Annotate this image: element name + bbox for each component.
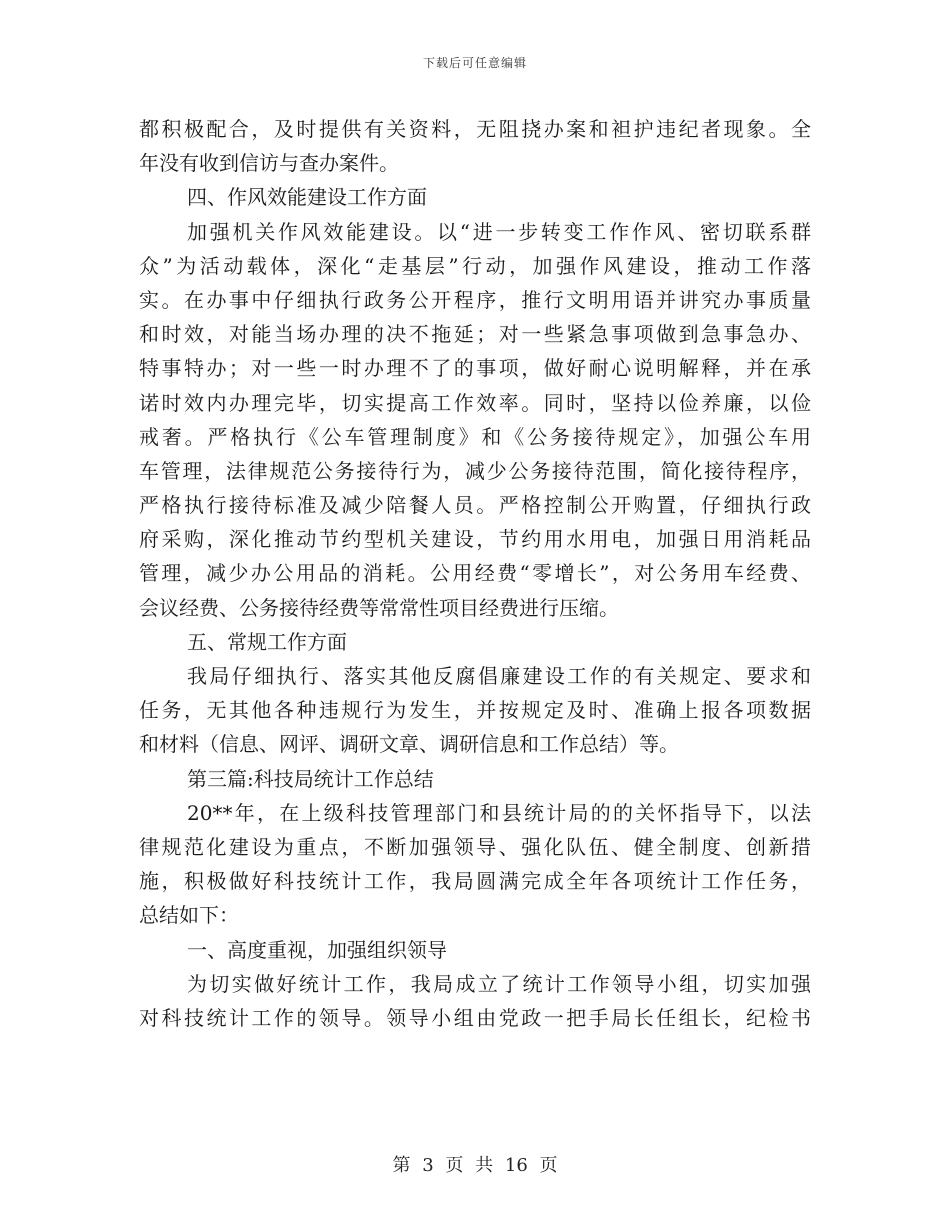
text-line: 五、常规工作方面 <box>187 629 347 654</box>
text-line: 和时效，对能当场办理的决不拖延；对一些紧急事项做到急事急办、 <box>139 322 811 347</box>
text-line: 第三篇:科技局统计工作总结 <box>187 766 434 791</box>
text-line: 管理，减少办公用品的消耗。公用经费“零增长”，对公务用车经费、 <box>139 561 811 586</box>
footer-page-unit: 页 <box>445 1155 464 1176</box>
text-line: 特事特办；对一些一时办理不了的事项，做好耐心说明解释，并在承 <box>139 356 811 381</box>
text-line: 和材料（信息、网评、调研文章、调研信息和工作总结）等。 <box>139 732 679 757</box>
text-line: 诺时效内办理完毕，切实提高工作效率。同时，坚持以俭养廉，以俭 <box>139 390 811 415</box>
text-line: 任务，无其他各种违规行为发生，并按规定及时、准确上报各项数据 <box>139 698 811 723</box>
text-line: 众”为活动载体，深化“走基层”行动，加强作风建设，推动工作落 <box>139 253 811 278</box>
text-line: 一、高度重视，加强组织领导 <box>187 937 447 962</box>
text-line: 20**年，在上级科技管理部门和县统计局的的关怀指导下，以法 <box>187 800 811 825</box>
text-line: 会议经费、公务接待经费等常常性项目经费进行压缩。 <box>139 595 619 620</box>
text-line: 实。在办事中仔细执行政务公开程序，推行文明用语并讲究办事质量 <box>139 287 811 312</box>
text-line: 施，积极做好科技统计工作，我局圆满完成全年各项统计工作任务， <box>139 869 811 894</box>
text-line: 车管理，法律规范公务接待行为，减少公务接待范围，简化接待程序， <box>139 458 811 483</box>
footer-total-label: 共 <box>475 1155 494 1176</box>
page-header-note: 下载后可任意编辑 <box>422 56 527 70</box>
text-line: 都积极配合，及时提供有关资料，无阻挠办案和袒护违纪者现象。全 <box>139 117 811 141</box>
footer-total-unit: 页 <box>539 1155 558 1176</box>
text-line: 年没有收到信访与查办案件。 <box>139 151 399 176</box>
text-line: 严格执行接待标准及减少陪餐人员。严格控制公开购置，仔细执行政 <box>139 493 811 518</box>
footer-current-page: 3 <box>422 1155 434 1176</box>
text-line: 戒奢。严格执行《公车管理制度》和《公务接待规定》，加强公车用 <box>139 424 811 449</box>
text-line: 律规范化建设为重点，不断加强领导、强化队伍、健全制度、创新措 <box>139 834 811 859</box>
document-body <box>139 112 811 1035</box>
text-line: 为切实做好统计工作，我局成立了统计工作领导小组，切实加强 <box>187 971 811 996</box>
text-line: 加强机关作风效能建设。以“进一步转变工作作风、密切联系群 <box>187 219 811 244</box>
text-line: 四、作风效能建设工作方面 <box>187 185 427 210</box>
text-line: 我局仔细执行、落实其他反腐倡廉建设工作的有关规定、要求和 <box>187 664 811 688</box>
text-line: 对科技统计工作的领导。领导小组由党政一把手局长任组长，纪检书 <box>139 1005 811 1030</box>
footer-page-label: 第 <box>392 1155 411 1176</box>
text-line: 总结如下： <box>139 903 239 928</box>
footer-total-pages: 16 <box>504 1155 528 1176</box>
text-line: 府采购，深化推动节约型机关建设，节约用水用电，加强日用消耗品 <box>139 527 811 552</box>
page-number-footer <box>0 1151 950 1177</box>
